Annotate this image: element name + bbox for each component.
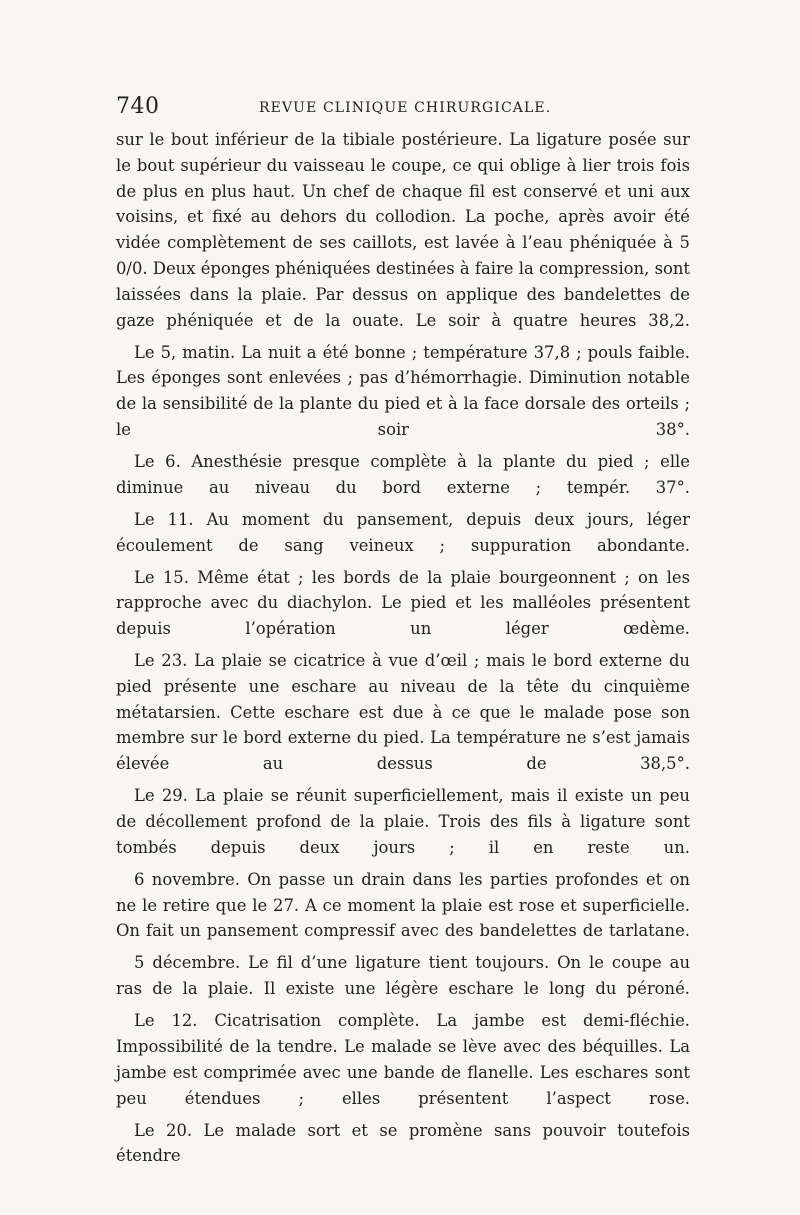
paragraph-december-5: 5 décembre. Le fil d’une ligature tient toujours. On le coupe au ras de la plaie. Il existe une légère eschare le long du péroné. (116, 953, 690, 999)
paragraph-day-12: Le 12. Cicatrisation complète. La jambe est demi-fléchie. Impossibilité de la tendre. Le malade se lève avec des béquilles. La jambe est comprimée avec une bande de flanelle. Les eschares sont peu étendues ; elles présentent l’aspect rose. (116, 1011, 690, 1108)
paragraph-ligature-procedure: sur le bout inférieur de la tibiale postérieure. La ligature posée sur le bout supérieur du vaisseau le coupe, ce qui oblige à lier trois fois de plus en plus haut. Un chef de chaque fil est conservé et uni aux voisins, et fixé au dehors du collodion. La poche, après avoir été vidée complètement de ses caillots, est lavée à l’eau phéniquée à 5 0/0. Deux éponges phéniquées destinées à faire la compression, sont laissées dans la plaie. Par dessus on applique des bandelettes de gaze phéniquée et de la ouate. Le soir à quatre heures 38,2. (116, 130, 690, 330)
paragraph-day-20: Le 20. Le malade sort et se promène sans pouvoir toutefois étendre (116, 1120, 690, 1166)
journal-title: REVUE CLINIQUE CHIRURGICALE. (259, 100, 552, 116)
paragraph-day-5: Le 5, matin. La nuit a été bonne ; température 37,8 ; pouls faible. Les éponges sont enlevées ; pas d’hémorrhagie. Diminution notable de la sensibilité de la plante du pied et à la face dorsale des orteils ; le soir 38°. (116, 342, 690, 439)
paragraph-day-29: Le 29. La plaie se réunit superficiellement, mais il existe un peu de décollement profond de la plaie. Trois des fils à ligature sont tombés depuis deux jours ; il en reste un. (116, 786, 690, 857)
paragraph-day-11: Le 11. Au moment du pansement, depuis deux jours, léger écoulement de sang veineux ; suppuration abondante. (116, 509, 690, 555)
paragraph-november-6: 6 novembre. On passe un drain dans les parties profondes et on ne le retire que le 27. A ce moment la plaie est rose et superficielle. On fait un pansement compressif avec des bandelettes de tarlatane. (116, 869, 690, 941)
page-number: 740 (116, 94, 160, 119)
running-head (116, 94, 691, 124)
paragraph-day-6: Le 6. Anesthésie presque complète à la plante du pied ; elle diminue au niveau du bord externe ; tempér. 37°. (116, 451, 690, 497)
body-text (116, 127, 690, 1169)
paragraph-day-23: Le 23. La plaie se cicatrice à vue d’œil ; mais le bord externe du pied présente une eschare au niveau de la tête du cinquième métatarsien. Cette eschare est due à ce que le malade pose son membre sur le bord externe du pied. La température ne s’est jamais élevée au dessus de 38,5°. (116, 651, 690, 774)
paragraph-day-15: Le 15. Même état ; les bords de la plaie bourgeonnent ; on les rapproche avec du diachylon. Le pied et les malléoles présentent depuis l’opération un léger œdème. (116, 567, 690, 639)
